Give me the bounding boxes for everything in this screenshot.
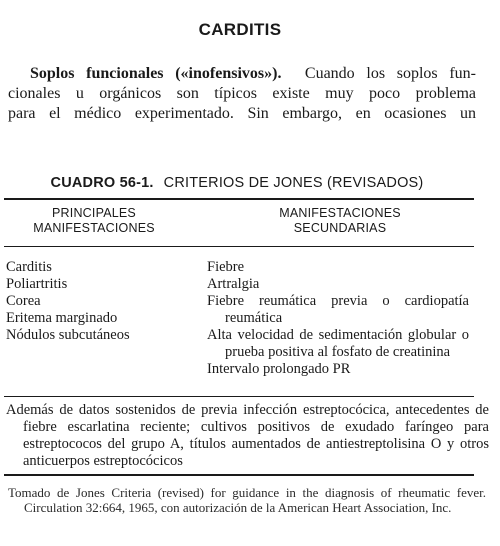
list-item: Fiebre xyxy=(207,259,245,275)
table-footnote: Además de datos sostenidos de previa infección estreptocócica, antecedentes de fiebre escarlatina reciente; cultivos positivos de exudado faríngeo para estreptococos del grupo A, títulos aumentados de antiestreptolisina O y otros anticuerpos estreptocócicos xyxy=(6,402,489,469)
intro-line-3: para el médico experimentado. Sin embargo, en ocasiones un xyxy=(8,105,476,122)
table-caption xyxy=(0,175,474,191)
section-title: CARDITIS xyxy=(198,20,282,39)
intro-line-1 xyxy=(8,64,476,84)
list-item: Carditis xyxy=(6,259,52,275)
table-bottom-rule xyxy=(4,474,474,476)
list-item: Alta velocidad de sedimentación globular o prueba positiva al fosfato de creatinina xyxy=(207,327,469,360)
column-header-minor-line-2: SECUNDARIAS xyxy=(293,221,387,235)
minor-manifestations-list xyxy=(207,259,469,378)
list-item: Nódulos subcutáneos xyxy=(6,327,130,343)
list-item: Artralgia xyxy=(207,276,260,292)
major-manifestations-list xyxy=(6,259,196,344)
intro-lead-heading: Soplos funcionales («inofensivos»). xyxy=(30,65,282,82)
list-item: Poliartritis xyxy=(6,276,68,292)
list-item: Intervalo prolongado PR xyxy=(207,361,351,377)
column-header-major xyxy=(4,206,184,236)
list-item: Fiebre reumática previa o cardiopatía reumática xyxy=(207,293,469,326)
intro-line-1-text: Cuando los soplos fun- xyxy=(304,65,477,82)
table-number: CUADRO 56-1. xyxy=(50,175,154,191)
column-header-major-line-2: MANIFESTACIONES xyxy=(33,221,155,235)
table-top-rule xyxy=(4,198,474,200)
intro-line-2: cionales u orgánicos son típicos existe muy poco problema xyxy=(8,85,476,102)
list-item: Eritema marginado xyxy=(6,310,118,326)
table-title: CRITERIOS DE JONES (REVISADOS) xyxy=(163,175,424,191)
column-header-major-line-1: PRINCIPALES xyxy=(52,206,136,220)
source-citation: Tomado de Jones Criteria (revised) for guidance in the diagnosis of rheumatic fever. Circulation 32:664, 1965, con autorización de la American Heart Association, Inc. xyxy=(8,485,486,515)
table-body-rule xyxy=(4,396,474,397)
column-header-minor-line-1: MANIFESTACIONES xyxy=(279,206,401,220)
table-header-rule xyxy=(4,246,474,247)
list-item: Corea xyxy=(6,293,41,309)
column-header-minor xyxy=(240,206,440,236)
intro-paragraph xyxy=(8,64,476,124)
